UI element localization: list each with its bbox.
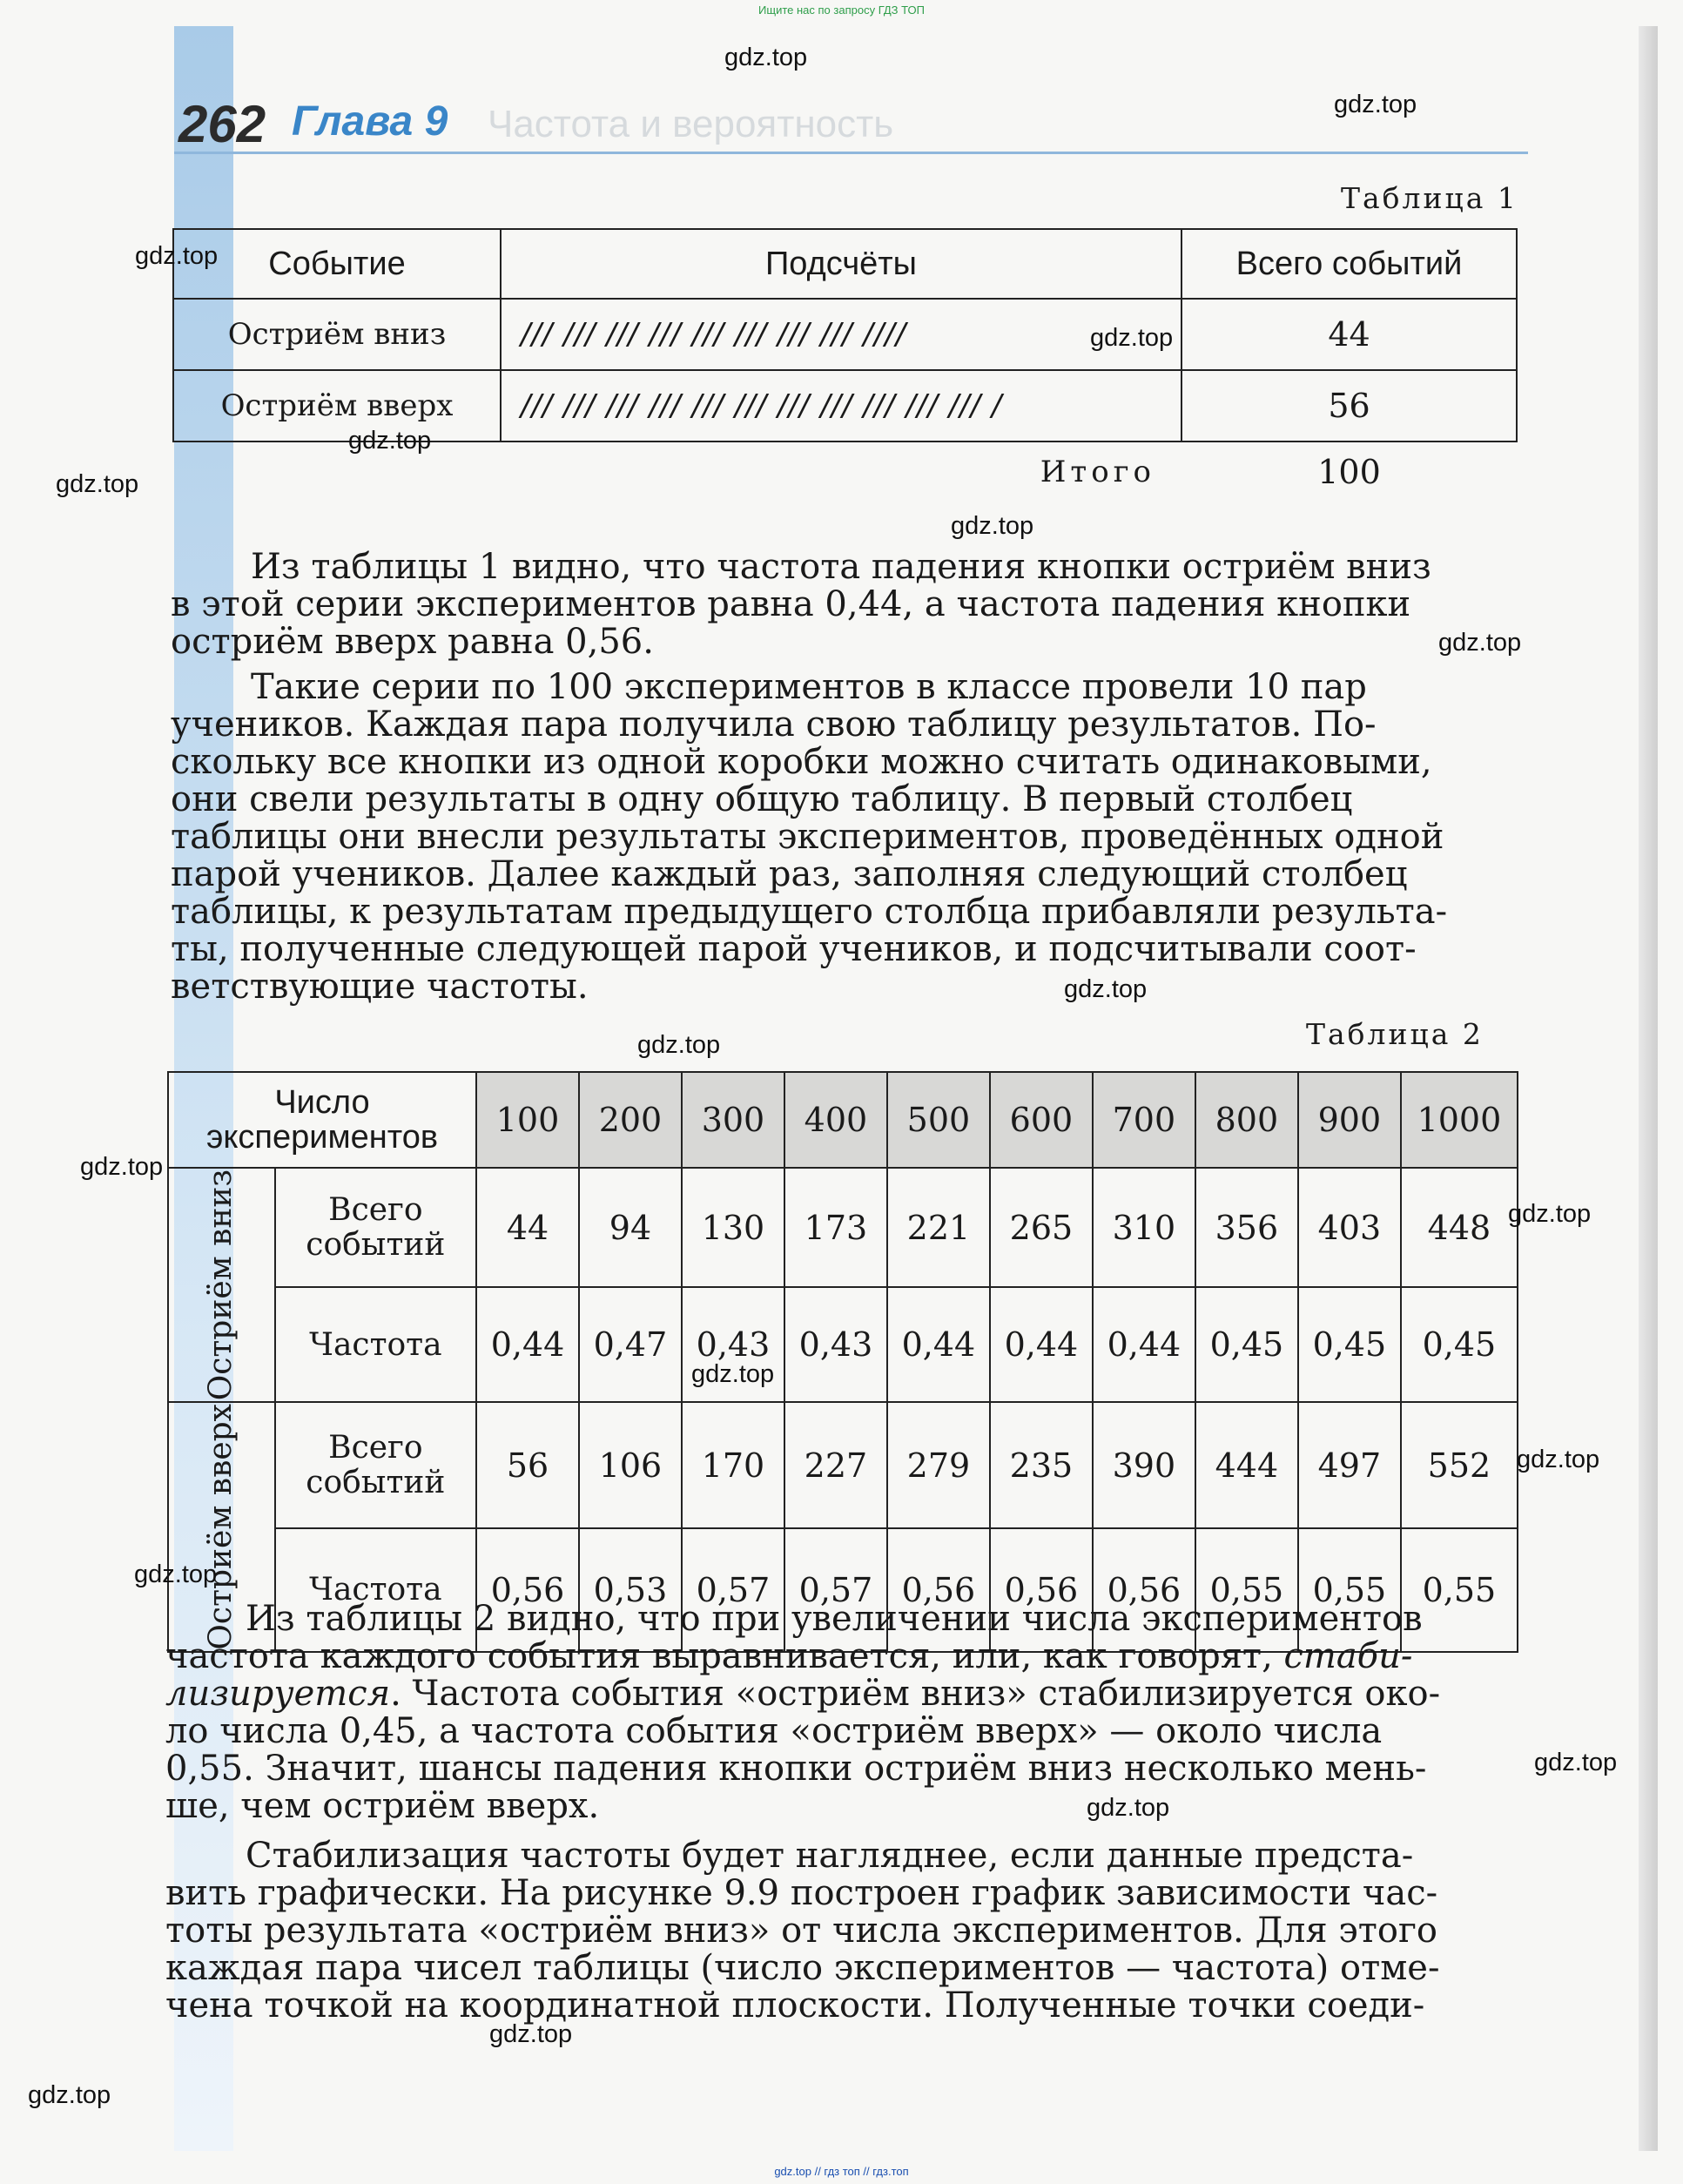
table2-cell: 227 (784, 1402, 887, 1528)
table1-col-event: Событие (173, 229, 501, 299)
table2-cell: 0,44 (990, 1287, 1093, 1402)
paragraph-2-line: ты, полученные следующей парой учеников, и подсчитывали соот- (171, 929, 1417, 969)
table2-cell: 94 (579, 1168, 682, 1287)
paragraph-4 (165, 1837, 1517, 2025)
watermark: gdz.top (1534, 1749, 1618, 1776)
watermark: gdz.top (951, 512, 1034, 540)
table2-cell: 173 (784, 1168, 887, 1287)
paragraph-2-line: парой учеников. Далее каждый раз, заполняя следующий столбец (171, 854, 1408, 894)
watermark-bottom-note: gdz.top // гдз топ // гдз.топ (774, 2165, 909, 2178)
table2-exp: 1000 (1401, 1072, 1518, 1168)
table2-header-label: Число экспериментов (168, 1072, 476, 1168)
page-edge (1639, 26, 1658, 2151)
paragraph-3-term: лизируется (165, 1674, 391, 1714)
table2-cell: 497 (1298, 1402, 1401, 1528)
table2-cell: 0,45 (1298, 1287, 1401, 1402)
table1-caption: Таблица 1 (1341, 181, 1518, 215)
table2-group-label (168, 1168, 275, 1402)
table2-group-name: Остриём вверх (203, 1404, 239, 1650)
table2-cell: 235 (990, 1402, 1093, 1528)
paragraph-1 (171, 549, 1517, 661)
table1-tally: /// /// /// /// /// /// /// /// /// /// /// / (501, 370, 1181, 442)
watermark: gdz.top (1438, 629, 1522, 657)
watermark: gdz.top (56, 470, 139, 498)
table2-row-label: Частота (275, 1528, 476, 1652)
watermark: gdz.top (135, 242, 219, 270)
table2-cell: 0,55 (1195, 1528, 1298, 1652)
paragraph-2-line: скольку все кнопки из одной коробки можно считать одинаковыми, (171, 742, 1432, 782)
table2-cell: 0,45 (1401, 1287, 1518, 1402)
page-number: 262 (178, 95, 266, 153)
table2-cell: 0,45 (1195, 1287, 1298, 1402)
table2-exp: 200 (579, 1072, 682, 1168)
paragraph-3-line: 0,55. Значит, шансы падения кнопки остриём вниз несколько мень- (165, 1749, 1427, 1789)
table1-total: 56 (1181, 370, 1517, 442)
watermark: gdz.top (489, 2020, 573, 2048)
table2-exp: 800 (1195, 1072, 1298, 1168)
paragraph-4-line: Стабилизация частоты будет нагляднее, если данные предста- (246, 1836, 1414, 1876)
watermark: gdz.top (134, 1560, 218, 1588)
paragraph-3 (165, 1601, 1517, 1825)
watermark: gdz.top (1090, 324, 1174, 352)
table2-exp: 300 (682, 1072, 784, 1168)
table2-cell: 130 (682, 1168, 784, 1287)
watermark: gdz.top (724, 44, 808, 71)
table2-cell: 390 (1093, 1402, 1195, 1528)
table2-cell: 552 (1401, 1402, 1518, 1528)
chapter-title: Глава 9 (292, 98, 448, 145)
watermark: gdz.top (1087, 1794, 1170, 1822)
paragraph-2-line: Такие серии по 100 экспериментов в классе провели 10 пар (251, 667, 1367, 707)
table2-cell: 221 (887, 1168, 990, 1287)
table2-cell: 0,44 (887, 1287, 990, 1402)
watermark: gdz.top (348, 427, 432, 455)
paragraph-1-line: Из таблицы 1 видно, что частота падения кнопки остриём вниз (251, 547, 1431, 587)
header-rule (174, 152, 1528, 154)
paragraph-3-text: . Частота события «остриём вниз» стабилизируется око- (390, 1674, 1441, 1714)
table-row (168, 1287, 1518, 1402)
table2-cell: 0,55 (1401, 1528, 1518, 1652)
table2-cell: 0,56 (990, 1528, 1093, 1652)
table-row (168, 1168, 1518, 1287)
watermark: gdz.top (1334, 91, 1417, 118)
paragraph-1-line: в этой серии экспериментов равна 0,44, а частота падения кнопки (171, 584, 1411, 624)
table2-cell: 403 (1298, 1168, 1401, 1287)
watermark: gdz.top (1064, 975, 1148, 1003)
paragraph-3-line: ше, чем остриём вверх. (165, 1786, 600, 1826)
table2-cell: 0,55 (1298, 1528, 1401, 1652)
table2-cell: 0,57 (682, 1528, 784, 1652)
table1-event: Остриём вверх (173, 370, 501, 442)
paragraph-2-line: учеников. Каждая пара получила свою таблицу результатов. По- (171, 704, 1377, 745)
table2-exp: 700 (1093, 1072, 1195, 1168)
watermark: gdz.top (1517, 1446, 1600, 1473)
table2-caption: Таблица 2 (1306, 1017, 1484, 1051)
section-title: Частота и вероятность (488, 103, 894, 145)
table2-exp: 600 (990, 1072, 1093, 1168)
table2-row-label: Всего событий (275, 1168, 476, 1287)
table2-exp: 100 (476, 1072, 579, 1168)
table2-exp: 900 (1298, 1072, 1401, 1168)
table2-exp: 400 (784, 1072, 887, 1168)
table1-tally: /// /// /// /// /// /// /// /// //// (501, 299, 1181, 370)
table1-col-total: Всего событий (1181, 229, 1517, 299)
paragraph-2 (171, 669, 1517, 1006)
table1-total: 44 (1181, 299, 1517, 370)
table2-exp: 500 (887, 1072, 990, 1168)
table2-cell: 0,44 (1093, 1287, 1195, 1402)
table2-cell: 310 (1093, 1168, 1195, 1287)
paragraph-4-line: тоты результата «остриём вниз» от числа экспериментов. Для этого (165, 1911, 1438, 1951)
table2-cell: 265 (990, 1168, 1093, 1287)
table1-total-value: 100 (1317, 452, 1381, 491)
watermark: gdz.top (1508, 1200, 1592, 1228)
watermark: gdz.top (691, 1360, 775, 1388)
table2-row-label: Частота (275, 1287, 476, 1402)
table2-cell: 0,44 (476, 1287, 579, 1402)
table1 (172, 228, 1518, 501)
paragraph-3-term: стаби- (1283, 1636, 1413, 1676)
paragraph-2-line: ветствующие частоты. (171, 967, 589, 1007)
table2 (167, 1071, 1518, 1653)
table2-cell: 44 (476, 1168, 579, 1287)
table2-cell: 444 (1195, 1402, 1298, 1528)
table2-cell: 0,57 (784, 1528, 887, 1652)
table-row (168, 1402, 1518, 1528)
paragraph-2-line: таблицы, к результатам предыдущего столбца прибавляли результа- (171, 892, 1448, 932)
table2-cell: 356 (1195, 1168, 1298, 1287)
table2-cell: 0,56 (476, 1528, 579, 1652)
paragraph-1-line: остриём вверх равна 0,56. (171, 622, 654, 662)
table2-row-label: Всего событий (275, 1402, 476, 1528)
paragraph-3-line: ло числа 0,45, а частота события «остриём вверх» — около числа (165, 1711, 1383, 1751)
table2-cell: 279 (887, 1402, 990, 1528)
table2-cell: 0,43 (784, 1287, 887, 1402)
table2-cell: 0,47 (579, 1287, 682, 1402)
watermark: gdz.top (80, 1153, 164, 1181)
table-row (173, 299, 1517, 370)
table1-total-label: Итого (1040, 454, 1155, 489)
table2-cell: 0,43 (682, 1287, 784, 1402)
paragraph-4-line: каждая пара чисел таблицы (число экспериментов — частота) отме- (165, 1948, 1440, 1988)
paragraph-2-line: таблицы они внесли результаты экспериментов, проведённых одной (171, 817, 1444, 857)
watermark: gdz.top (637, 1031, 721, 1059)
watermark-top-note: Ищите нас по запросу ГДЗ ТОП (758, 3, 925, 17)
table2-group-name: Остриём вниз (203, 1170, 239, 1401)
table2-cell: 0,56 (1093, 1528, 1195, 1652)
paragraph-4-line: вить графически. На рисунке 9.9 построен график зависимости час- (165, 1873, 1438, 1913)
paragraph-3-text: частота каждого события выравнивается, или, как говорят, (165, 1636, 1284, 1676)
table2-cell: 0,53 (579, 1528, 682, 1652)
table2-cell: 106 (579, 1402, 682, 1528)
table1-col-tally: Подсчёты (501, 229, 1181, 299)
paragraph-4-line: чена точкой на координатной плоскости. Полученные точки соеди- (165, 1985, 1425, 2026)
table2-cell: 170 (682, 1402, 784, 1528)
table2-cell: 0,56 (887, 1528, 990, 1652)
paragraph-3-line: Из таблицы 2 видно, что при увеличении числа экспериментов (246, 1599, 1423, 1639)
table2-cell: 56 (476, 1402, 579, 1528)
table1-event: Остриём вниз (173, 299, 501, 370)
table2-cell: 448 (1401, 1168, 1518, 1287)
watermark: gdz.top (28, 2081, 111, 2109)
paragraph-2-line: они свели результаты в одну общую таблицу. В первый столбец (171, 779, 1353, 819)
